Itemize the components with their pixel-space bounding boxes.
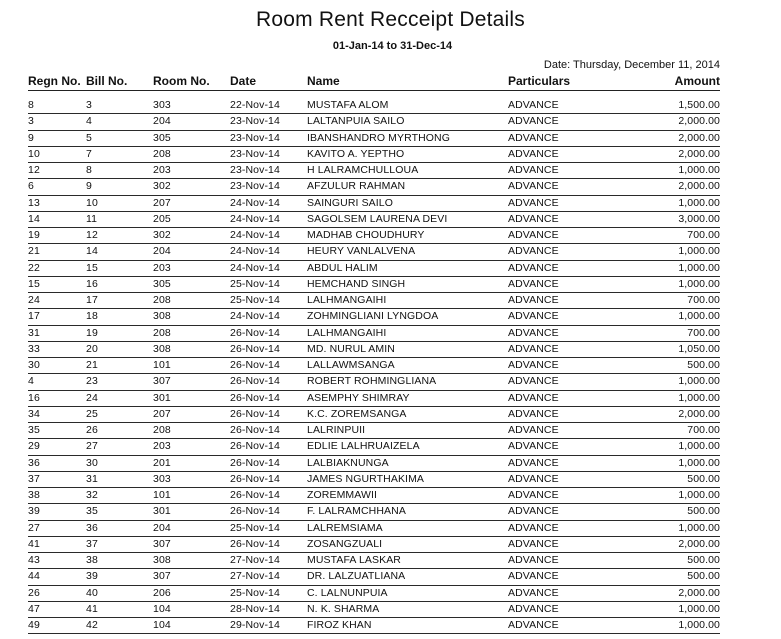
cell-name: ASEMPHY SHIMRAY xyxy=(307,391,410,404)
cell-regn: 10 xyxy=(28,147,40,160)
cell-name: N. K. SHARMA xyxy=(307,602,380,615)
cell-particulars: ADVANCE xyxy=(508,359,559,371)
cell-room: 208 xyxy=(153,147,171,160)
cell-date: 26-Nov-14 xyxy=(230,489,280,501)
cell-bill: 3 xyxy=(86,99,92,111)
cell-room: 104 xyxy=(153,602,171,615)
cell-regn: 8 xyxy=(28,99,34,111)
cell-bill: 30 xyxy=(86,456,98,469)
cell-amount: 1,500.00 xyxy=(678,99,720,111)
cell-bill: 8 xyxy=(86,164,92,176)
cell-name: LALHMANGAIHI xyxy=(307,326,387,339)
cell-amount: 1,000.00 xyxy=(678,245,720,258)
cell-name: LALLAWMSANGA xyxy=(307,359,395,371)
cell-room: 302 xyxy=(153,180,171,193)
cell-date: 26-Nov-14 xyxy=(230,342,280,355)
cell-regn: 36 xyxy=(28,456,40,469)
cell-particulars: ADVANCE xyxy=(508,277,559,290)
table-row xyxy=(28,439,720,455)
cell-regn: 15 xyxy=(28,277,40,290)
cell-regn: 24 xyxy=(28,294,40,306)
cell-amount: 500.00 xyxy=(687,472,720,485)
cell-amount: 2,000.00 xyxy=(678,537,720,550)
cell-regn: 39 xyxy=(28,505,40,518)
table-row xyxy=(28,98,720,114)
cell-bill: 15 xyxy=(86,261,98,274)
cell-regn: 22 xyxy=(28,261,40,274)
cell-regn: 38 xyxy=(28,489,40,501)
cell-bill: 9 xyxy=(86,180,92,193)
cell-particulars: ADVANCE xyxy=(508,245,559,258)
cell-regn: 21 xyxy=(28,245,40,258)
cell-bill: 10 xyxy=(86,196,98,209)
cell-name: DR. LALZUATLIANA xyxy=(307,570,406,583)
cell-bill: 14 xyxy=(86,245,98,258)
cell-name: MADHAB CHOUDHURY xyxy=(307,229,425,241)
cell-particulars: ADVANCE xyxy=(508,391,559,404)
cell-amount: 700.00 xyxy=(687,326,720,339)
table-row xyxy=(28,391,720,407)
cell-regn: 9 xyxy=(28,131,34,144)
cell-room: 301 xyxy=(153,505,171,518)
cell-room: 208 xyxy=(153,424,171,436)
table-row xyxy=(28,407,720,423)
cell-particulars: ADVANCE xyxy=(508,180,559,193)
print-date: Date: Thursday, December 11, 2014 xyxy=(543,59,720,71)
cell-particulars: ADVANCE xyxy=(508,521,559,534)
table-row xyxy=(28,261,720,277)
cell-amount: 1,000.00 xyxy=(678,456,720,469)
cell-bill: 41 xyxy=(86,602,98,615)
cell-amount: 2,000.00 xyxy=(678,131,720,144)
cell-particulars: ADVANCE xyxy=(508,586,559,599)
cell-regn: 33 xyxy=(28,342,40,355)
cell-regn: 49 xyxy=(28,619,40,631)
cell-room: 303 xyxy=(153,472,171,485)
cell-date: 26-Nov-14 xyxy=(230,375,280,388)
table-row xyxy=(28,309,720,325)
table-row xyxy=(28,456,720,472)
cell-regn: 14 xyxy=(28,212,40,225)
cell-date: 23-Nov-14 xyxy=(230,131,280,144)
cell-particulars: ADVANCE xyxy=(508,212,559,225)
cell-name: SAGOLSEM LAURENA DEVI xyxy=(307,212,448,225)
cell-particulars: ADVANCE xyxy=(508,294,559,306)
cell-room: 205 xyxy=(153,212,171,225)
cell-regn: 41 xyxy=(28,537,40,550)
cell-room: 305 xyxy=(153,277,171,290)
cell-date: 26-Nov-14 xyxy=(230,424,280,436)
cell-name: ZOREMMAWII xyxy=(307,489,378,501)
cell-date: 23-Nov-14 xyxy=(230,180,280,193)
cell-bill: 36 xyxy=(86,521,98,534)
cell-regn: 30 xyxy=(28,359,40,371)
cell-bill: 23 xyxy=(86,375,98,388)
cell-name: AFZULUR RAHMAN xyxy=(307,180,406,193)
cell-regn: 29 xyxy=(28,440,40,453)
cell-particulars: ADVANCE xyxy=(508,375,559,388)
cell-particulars: ADVANCE xyxy=(508,440,559,453)
cell-particulars: ADVANCE xyxy=(508,456,559,469)
cell-date: 24-Nov-14 xyxy=(230,261,280,274)
cell-amount: 2,000.00 xyxy=(678,115,720,128)
cell-date: 26-Nov-14 xyxy=(230,505,280,518)
cell-name: ROBERT ROHMINGLIANA xyxy=(307,375,437,388)
cell-regn: 6 xyxy=(28,180,34,193)
cell-room: 301 xyxy=(153,391,171,404)
cell-room: 303 xyxy=(153,99,171,111)
table-row xyxy=(28,114,720,130)
cell-particulars: ADVANCE xyxy=(508,505,559,518)
cell-name: F. LALRAMCHHANA xyxy=(307,505,406,518)
report-title: Room Rent Recceipt Details xyxy=(256,8,525,31)
cell-room: 101 xyxy=(153,489,171,501)
column-header-room: Room No. xyxy=(153,74,210,88)
cell-date: 26-Nov-14 xyxy=(230,407,280,420)
cell-room: 302 xyxy=(153,229,171,241)
cell-particulars: ADVANCE xyxy=(508,326,559,339)
cell-particulars: ADVANCE xyxy=(508,131,559,144)
cell-room: 204 xyxy=(153,245,171,258)
cell-room: 104 xyxy=(153,619,171,631)
cell-date: 24-Nov-14 xyxy=(230,212,280,225)
cell-bill: 7 xyxy=(86,147,92,160)
cell-bill: 21 xyxy=(86,359,98,371)
cell-name: LALTANPUIA SAILO xyxy=(307,115,405,128)
cell-room: 206 xyxy=(153,586,171,599)
cell-particulars: ADVANCE xyxy=(508,99,559,111)
cell-regn: 12 xyxy=(28,164,40,176)
cell-bill: 18 xyxy=(86,310,98,323)
table-row xyxy=(28,423,720,439)
cell-particulars: ADVANCE xyxy=(508,570,559,583)
cell-date: 26-Nov-14 xyxy=(230,391,280,404)
column-header-particulars: Particulars xyxy=(508,74,571,88)
cell-amount: 500.00 xyxy=(687,505,720,518)
cell-name: SAINGURI SAILO xyxy=(307,196,394,209)
cell-name: K.C. ZOREMSANGA xyxy=(307,407,407,420)
table-row xyxy=(28,277,720,293)
table-row xyxy=(28,228,720,244)
column-header-regn: Regn No. xyxy=(28,74,81,88)
cell-regn: 31 xyxy=(28,326,40,339)
cell-regn: 26 xyxy=(28,586,40,599)
cell-date: 24-Nov-14 xyxy=(230,245,280,258)
cell-amount: 1,000.00 xyxy=(678,310,720,323)
cell-date: 23-Nov-14 xyxy=(230,115,280,128)
cell-name: MUSTAFA LASKAR xyxy=(307,554,401,566)
cell-name: LALHMANGAIHI xyxy=(307,294,387,306)
cell-amount: 3,000.00 xyxy=(678,212,720,225)
cell-bill: 20 xyxy=(86,342,98,355)
cell-bill: 25 xyxy=(86,407,98,420)
cell-name: MD. NURUL AMIN xyxy=(307,342,395,355)
table-row xyxy=(28,618,720,634)
cell-amount: 1,000.00 xyxy=(678,164,720,176)
cell-particulars: ADVANCE xyxy=(508,261,559,274)
cell-particulars: ADVANCE xyxy=(508,619,559,631)
cell-room: 203 xyxy=(153,440,171,453)
cell-bill: 19 xyxy=(86,326,98,339)
cell-room: 203 xyxy=(153,164,171,176)
cell-date: 25-Nov-14 xyxy=(230,521,280,534)
table-row xyxy=(28,553,720,569)
cell-amount: 1,000.00 xyxy=(678,602,720,615)
cell-room: 307 xyxy=(153,570,171,583)
cell-particulars: ADVANCE xyxy=(508,554,559,566)
cell-bill: 40 xyxy=(86,586,98,599)
table-row xyxy=(28,358,720,374)
cell-bill: 12 xyxy=(86,229,98,241)
cell-amount: 500.00 xyxy=(687,570,720,583)
cell-regn: 34 xyxy=(28,407,40,420)
cell-name: KAVITO A. YEPTHO xyxy=(307,147,405,160)
cell-date: 28-Nov-14 xyxy=(230,602,280,615)
cell-amount: 1,000.00 xyxy=(678,375,720,388)
cell-regn: 4 xyxy=(28,375,34,388)
cell-particulars: ADVANCE xyxy=(508,424,559,436)
cell-room: 207 xyxy=(153,407,171,420)
cell-regn: 37 xyxy=(28,472,40,485)
cell-regn: 16 xyxy=(28,391,40,404)
cell-date: 22-Nov-14 xyxy=(230,99,280,111)
cell-amount: 1,000.00 xyxy=(678,196,720,209)
table-row xyxy=(28,586,720,602)
cell-amount: 500.00 xyxy=(687,359,720,371)
table-row xyxy=(28,212,720,228)
cell-date: 24-Nov-14 xyxy=(230,196,280,209)
cell-regn: 47 xyxy=(28,602,40,615)
cell-regn: 19 xyxy=(28,229,40,241)
cell-particulars: ADVANCE xyxy=(508,164,559,176)
cell-amount: 1,000.00 xyxy=(678,521,720,534)
cell-date: 26-Nov-14 xyxy=(230,537,280,550)
cell-regn: 44 xyxy=(28,570,40,583)
table-row xyxy=(28,521,720,537)
column-header-amount: Amount xyxy=(674,74,720,88)
cell-room: 208 xyxy=(153,294,171,306)
cell-name: HEMCHAND SINGH xyxy=(307,277,406,290)
cell-amount: 500.00 xyxy=(687,554,720,566)
receipt-table-body xyxy=(28,98,720,634)
cell-amount: 2,000.00 xyxy=(678,586,720,599)
table-row xyxy=(28,163,720,179)
cell-particulars: ADVANCE xyxy=(508,489,559,501)
cell-date: 26-Nov-14 xyxy=(230,440,280,453)
cell-date: 25-Nov-14 xyxy=(230,277,280,290)
cell-bill: 38 xyxy=(86,554,98,566)
cell-name: H LALRAMCHULLOUA xyxy=(307,164,419,176)
cell-regn: 43 xyxy=(28,554,40,566)
cell-room: 204 xyxy=(153,521,171,534)
cell-bill: 37 xyxy=(86,537,98,550)
cell-name: EDLIE LALHRUAIZELA xyxy=(307,440,420,453)
cell-bill: 5 xyxy=(86,131,92,144)
cell-bill: 16 xyxy=(86,277,98,290)
cell-amount: 2,000.00 xyxy=(678,180,720,193)
cell-date: 23-Nov-14 xyxy=(230,164,280,176)
cell-particulars: ADVANCE xyxy=(508,310,559,323)
table-row xyxy=(28,488,720,504)
table-header xyxy=(28,74,720,91)
cell-amount: 700.00 xyxy=(687,229,720,241)
cell-bill: 42 xyxy=(86,619,98,631)
cell-amount: 1,000.00 xyxy=(678,277,720,290)
column-header-date: Date xyxy=(230,74,257,88)
cell-bill: 17 xyxy=(86,294,98,306)
cell-date: 27-Nov-14 xyxy=(230,554,280,566)
cell-name: IBANSHANDRO MYRTHONG xyxy=(307,131,450,144)
cell-room: 307 xyxy=(153,375,171,388)
table-row xyxy=(28,293,720,309)
cell-date: 23-Nov-14 xyxy=(230,147,280,160)
cell-amount: 1,050.00 xyxy=(678,342,720,355)
cell-name: ZOHMINGLIANI LYNGDOA xyxy=(307,310,439,323)
cell-amount: 1,000.00 xyxy=(678,261,720,274)
table-row xyxy=(28,472,720,488)
table-row xyxy=(28,196,720,212)
cell-date: 24-Nov-14 xyxy=(230,310,280,323)
cell-particulars: ADVANCE xyxy=(508,602,559,615)
table-row xyxy=(28,147,720,163)
table-row xyxy=(28,342,720,358)
cell-regn: 17 xyxy=(28,310,40,323)
cell-room: 308 xyxy=(153,554,171,566)
cell-room: 308 xyxy=(153,310,171,323)
cell-date: 27-Nov-14 xyxy=(230,570,280,583)
cell-regn: 27 xyxy=(28,521,40,534)
cell-room: 101 xyxy=(153,359,171,371)
cell-bill: 24 xyxy=(86,391,98,404)
table-row xyxy=(28,504,720,520)
cell-name: MUSTAFA ALOM xyxy=(307,99,389,111)
cell-date: 26-Nov-14 xyxy=(230,472,280,485)
table-row xyxy=(28,326,720,342)
cell-particulars: ADVANCE xyxy=(508,472,559,485)
cell-amount: 2,000.00 xyxy=(678,147,720,160)
cell-name: HEURY VANLALVENA xyxy=(307,245,416,258)
table-row xyxy=(28,179,720,195)
cell-regn: 13 xyxy=(28,196,40,209)
cell-particulars: ADVANCE xyxy=(508,196,559,209)
cell-date: 26-Nov-14 xyxy=(230,326,280,339)
table-row xyxy=(28,602,720,618)
table-row xyxy=(28,244,720,260)
cell-room: 204 xyxy=(153,115,171,128)
cell-bill: 4 xyxy=(86,115,92,128)
cell-bill: 26 xyxy=(86,424,98,436)
cell-name: LALRINPUII xyxy=(307,424,366,436)
cell-room: 308 xyxy=(153,342,171,355)
cell-amount: 700.00 xyxy=(687,294,720,306)
cell-date: 26-Nov-14 xyxy=(230,359,280,371)
cell-particulars: ADVANCE xyxy=(508,342,559,355)
table-row xyxy=(28,569,720,585)
cell-amount: 1,000.00 xyxy=(678,489,720,501)
cell-particulars: ADVANCE xyxy=(508,115,559,128)
cell-name: FIROZ KHAN xyxy=(307,619,372,631)
cell-amount: 2,000.00 xyxy=(678,407,720,420)
cell-date: 24-Nov-14 xyxy=(230,229,280,241)
cell-bill: 39 xyxy=(86,570,98,583)
cell-name: LALREMSIAMA xyxy=(307,521,383,534)
column-header-bill: Bill No. xyxy=(86,74,128,88)
cell-name: C. LALNUNPUIA xyxy=(307,586,388,599)
cell-room: 207 xyxy=(153,196,171,209)
cell-bill: 11 xyxy=(86,212,98,225)
cell-date: 26-Nov-14 xyxy=(230,456,280,469)
cell-date: 25-Nov-14 xyxy=(230,294,280,306)
cell-bill: 31 xyxy=(86,472,98,485)
table-row xyxy=(28,131,720,147)
cell-date: 25-Nov-14 xyxy=(230,586,280,599)
cell-regn: 3 xyxy=(28,115,34,128)
cell-amount: 700.00 xyxy=(687,424,720,436)
cell-room: 203 xyxy=(153,261,171,274)
cell-amount: 1,000.00 xyxy=(678,619,720,631)
table-row xyxy=(28,374,720,390)
cell-room: 307 xyxy=(153,537,171,550)
cell-room: 201 xyxy=(153,456,171,469)
cell-amount: 1,000.00 xyxy=(678,440,720,453)
cell-name: LALBIAKNUNGA xyxy=(307,456,389,469)
cell-bill: 27 xyxy=(86,440,98,453)
cell-date: 29-Nov-14 xyxy=(230,619,280,631)
cell-particulars: ADVANCE xyxy=(508,407,559,420)
cell-amount: 1,000.00 xyxy=(678,391,720,404)
cell-room: 305 xyxy=(153,131,171,144)
table-row xyxy=(28,537,720,553)
cell-bill: 35 xyxy=(86,505,98,518)
cell-regn: 35 xyxy=(28,424,40,436)
cell-name: ZOSANGZUALI xyxy=(307,537,383,550)
cell-particulars: ADVANCE xyxy=(508,537,559,550)
cell-room: 208 xyxy=(153,326,171,339)
cell-name: ABDUL HALIM xyxy=(307,261,378,274)
column-header-name: Name xyxy=(307,74,340,88)
cell-name: JAMES NGURTHAKIMA xyxy=(307,472,425,485)
cell-particulars: ADVANCE xyxy=(508,147,559,160)
date-range: 01-Jan-14 to 31-Dec-14 xyxy=(332,40,453,52)
cell-bill: 32 xyxy=(86,489,98,501)
cell-particulars: ADVANCE xyxy=(508,229,559,241)
